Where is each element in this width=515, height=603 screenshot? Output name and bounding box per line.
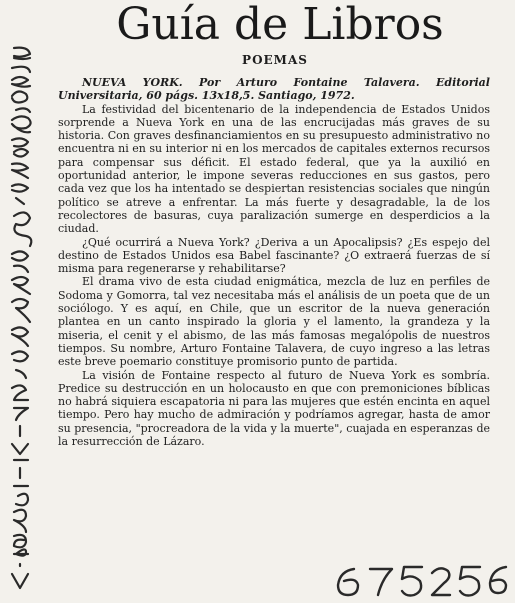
handwritten-margin-note [2,40,42,595]
handwritten-catalog-number [330,563,510,599]
handwritten-number-icon [330,563,510,599]
page-title: Guía de Libros [116,0,444,50]
article-paragraph: La visión de Fontaine respecto al futuro de Nueva York es sombría. Predice su destrucción en un holocausto en que con premoniciones bíblicas no habrá siquiera escapatoria ni para las mujeres que estén encinta en aquel tiempo. Pero hay mucho de admiración y podríamos agregar, hasta de amor su presencia, "procreadora de la vida y la muerte", cuajada en esperanzas de la resurrección de Lázaro. [58,368,490,449]
article-paragraph: ¿Qué ocurrirá a Nueva York? ¿Deriva a un Apocalipsis? ¿Es espejo del destino de Estados Unidos esa Babel fascinante? ¿O extraerá fuerzas de sí misma para regenerarse y rehabilitarse? [58,235,490,276]
article-paragraph: El drama vivo de esta ciudad enigmática, mezcla de luz en perfiles de Sodoma y Gomorra, tal vez necesitaba más el análisis de un poeta que de un sociólogo. Y es aquí, en Chile, que un escritor de la nueva generación plantea en un canto inspirado la gloria y el lamento, la grandeza y la miseria, el cenit y el abismo, de las más famosas megalópolis de nuestros tiempos. Su nombre, Arturo Fontaine Talavera, de cuyo ingreso a las letras este breve poemario constituye promisorio punto de partida. [58,275,490,369]
article-paragraph: La festividad del bicentenario de la independencia de Estados Unidos sorprende a Nueva York en una de las encrucijadas más graves de su historia. Con graves desfinanciamientos en su presupuesto administrativo no encuentra ni en su interior ni en los mercados de capitales externos recursos para compensar sus déficit. El estado federal, que ya la auxilió en oportunidad anterior, le impone severas reducciones en sus gastos, pero cada vez que los ha intentado se despiertan resistencias sociales que ningún político se atreve a enfrentar. La más fuerte y desagradable, la de los recolectores de basuras, cuya paralización sumerge en desperdicios a la ciudad. [58,102,490,236]
book-review-article [58,76,490,448]
section-heading: POEMAS [242,53,308,67]
book-reference: NUEVA YORK. Por Arturo Fontaine Talavera. Editorial Universitaria, 60 págs. 13x18,5. Santiago, 1972. [58,76,490,103]
handwriting-scribble-icon [2,40,42,595]
